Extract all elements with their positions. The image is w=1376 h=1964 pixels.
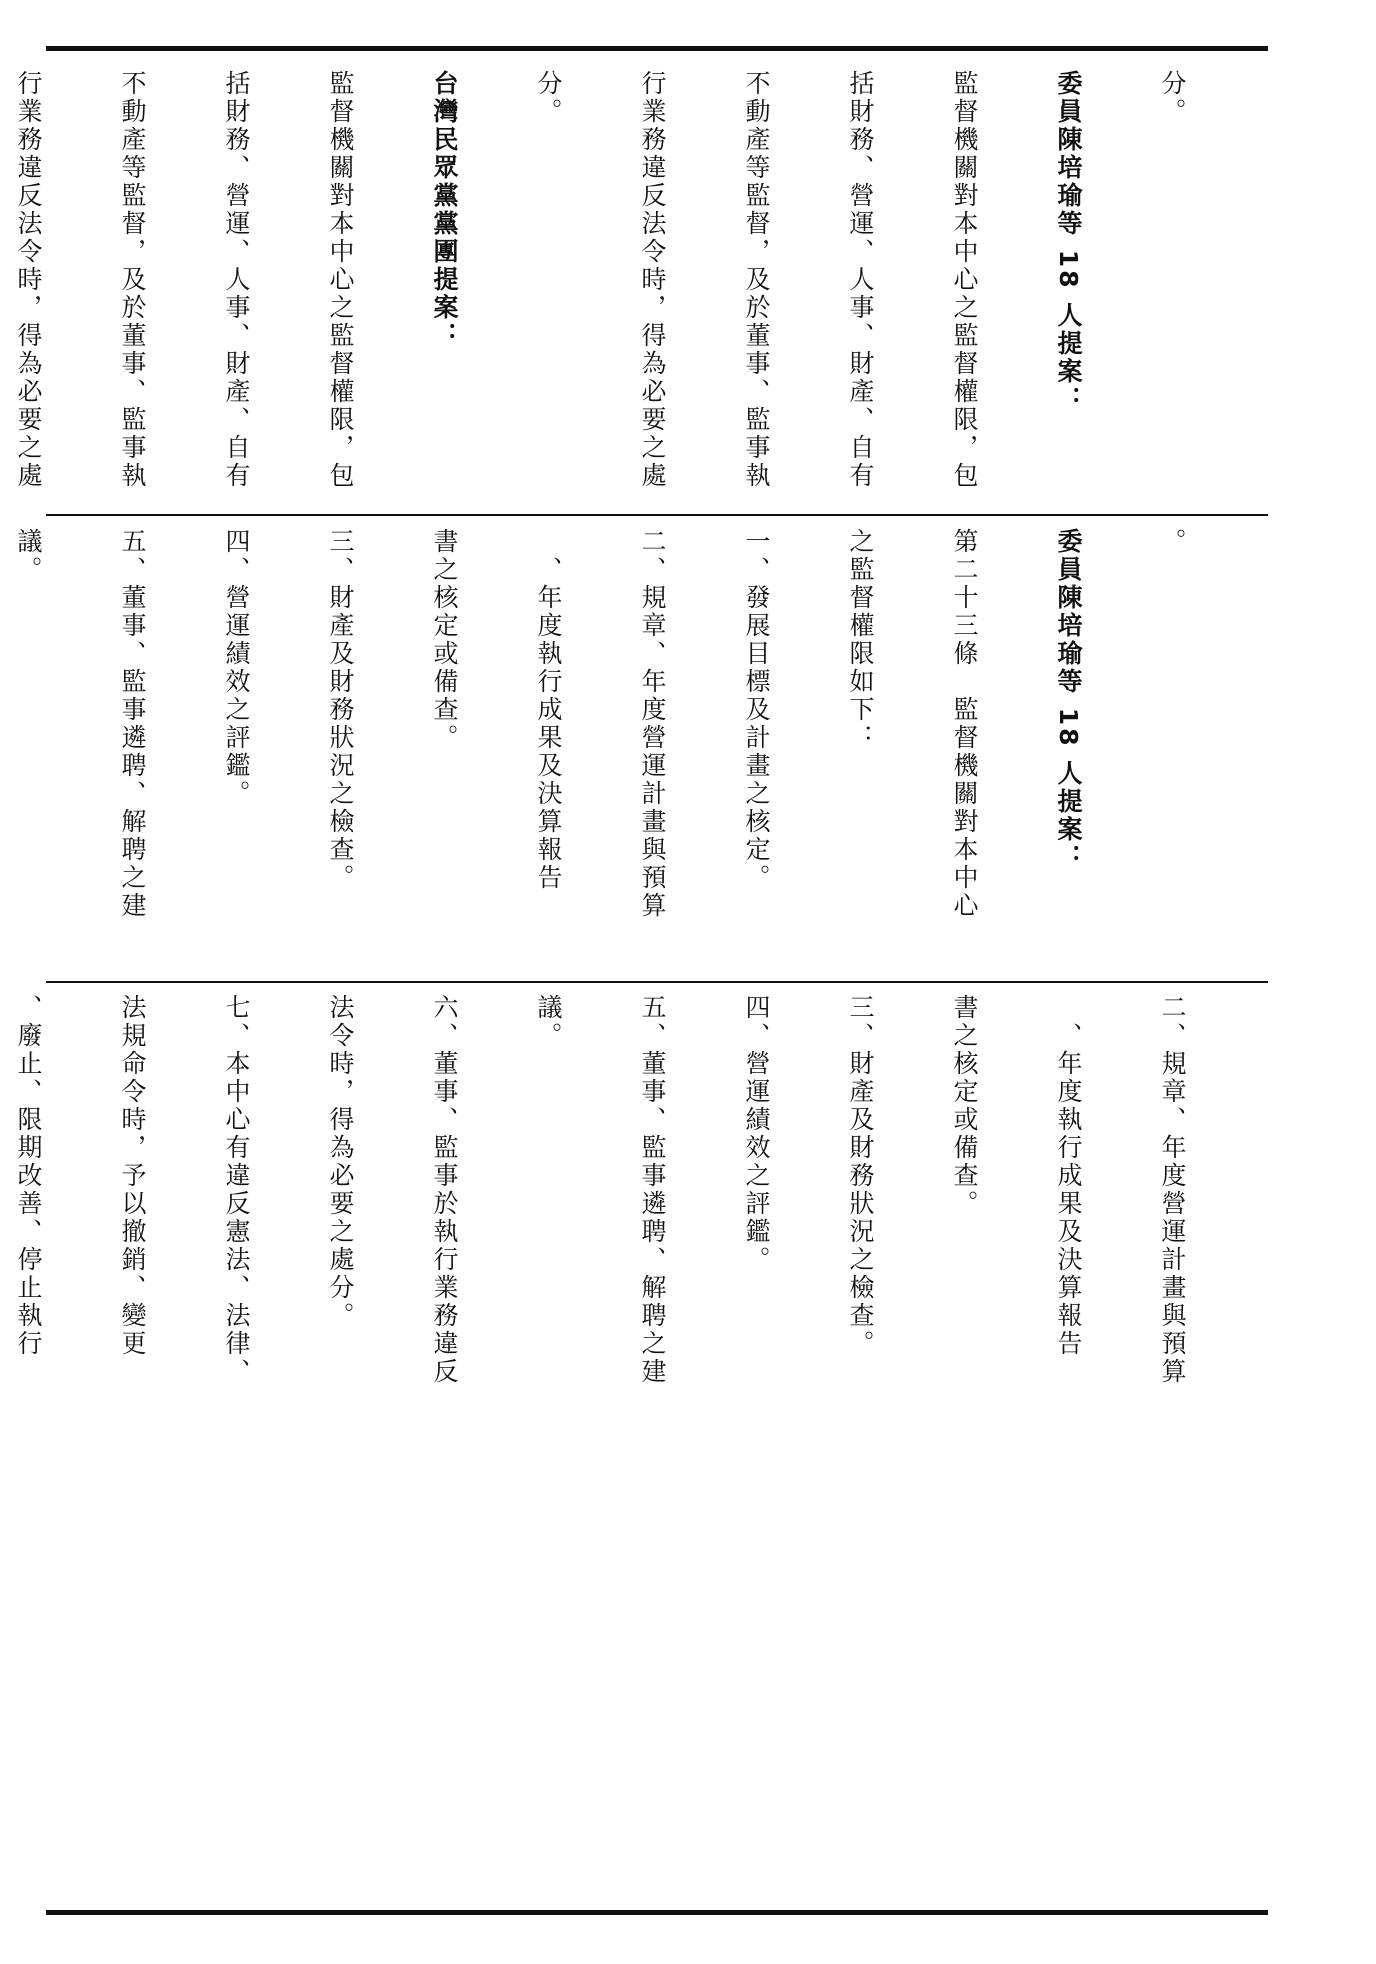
text-line: 議。 (14, 528, 43, 584)
text-line: 一、發展目標及計畫之核定。 (742, 528, 771, 892)
text-line: 六、董事、監事於執行業務違反 (430, 994, 459, 1386)
text-line: 議。 (534, 994, 563, 1050)
text-section-a (14, 70, 1250, 500)
text-line: 、年度執行成果及決算報告 (1054, 994, 1083, 1358)
text-line: 書之核定或備查。 (430, 528, 459, 752)
text-line: 。 (1158, 528, 1187, 556)
section-divider (46, 981, 1268, 983)
text-line: 法令時，得為必要之處分。 (326, 994, 355, 1330)
proposal-heading: 台灣民眾黨黨團提案： (430, 70, 459, 350)
text-line: 七、本中心有違反憲法、法律、 (222, 994, 251, 1386)
text-line: 之監督權限如下： (846, 528, 875, 752)
text-line: 五、董事、監事遴聘、解聘之建 (118, 528, 147, 920)
text-line: 分。 (534, 70, 563, 126)
text-line: 四、營運績效之評鑑。 (222, 528, 251, 808)
text-line: 書之核定或備查。 (950, 994, 979, 1218)
section-divider (46, 514, 1268, 516)
text-line: 第二十三條 監督機關對本中心 (950, 528, 979, 920)
proposal-heading: 委員陳培瑜等 18 人提案： (1054, 70, 1083, 415)
text-line: 、年度執行成果及決算報告 (534, 528, 563, 892)
text-line: 行業務違反法令時，得為必要之處 (638, 70, 667, 490)
text-line: 三、財產及財務狀況之檢查。 (846, 994, 875, 1358)
text-line: 四、營運績效之評鑑。 (742, 994, 771, 1274)
text-line: 法規命令時，予以撤銷、變更 (118, 994, 147, 1358)
text-line: 分。 (1158, 70, 1187, 126)
text-line: 五、董事、監事遴聘、解聘之建 (638, 994, 667, 1386)
text-line: 二、規章、年度營運計畫與預算 (638, 528, 667, 920)
text-section-b (14, 528, 1250, 968)
text-section-c (14, 994, 1250, 1434)
text-line: 括財務、營運、人事、財產、自有 (222, 70, 251, 490)
text-line: 三、財產及財務狀況之檢查。 (326, 528, 355, 892)
text-line: 不動產等監督，及於董事、監事執 (118, 70, 147, 490)
top-rule (46, 46, 1268, 51)
proposal-heading: 委員陳培瑜等 18 人提案： (1054, 528, 1083, 873)
text-line: 行業務違反法令時，得為必要之處 (14, 70, 43, 490)
text-line: 不動產等監督，及於董事、監事執 (742, 70, 771, 490)
text-line: 二、規章、年度營運計畫與預算 (1158, 994, 1187, 1386)
text-line: 、廢止、限期改善、停止執行 (14, 994, 43, 1358)
text-line: 監督機關對本中心之監督權限，包 (950, 70, 979, 490)
text-line: 監督機關對本中心之監督權限，包 (326, 70, 355, 490)
text-line: 括財務、營運、人事、財產、自有 (846, 70, 875, 490)
bottom-rule (46, 1910, 1268, 1915)
